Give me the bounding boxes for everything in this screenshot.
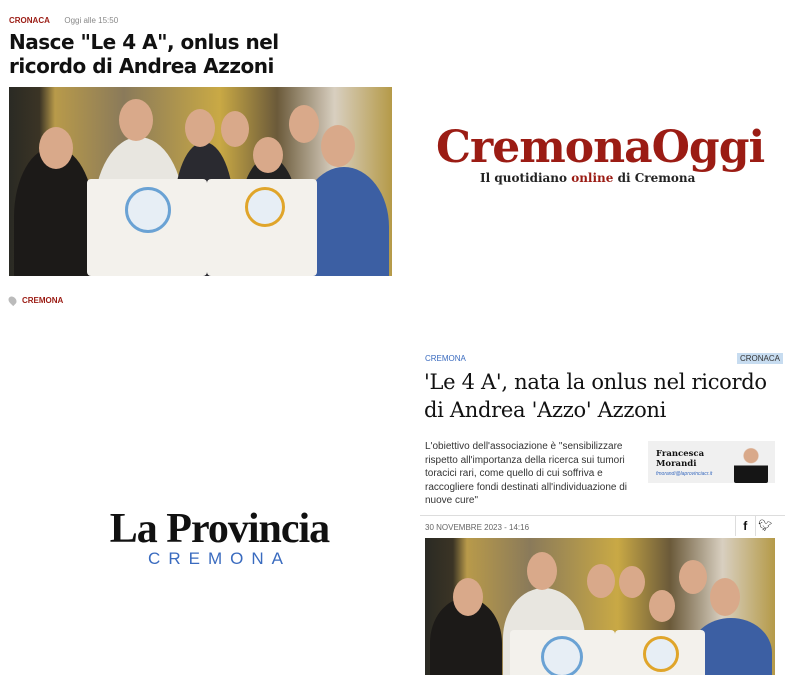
timestamp: Oggi alle 15:50 [64,16,119,25]
title-line: 'Le 4 A', nata la onlus nel ricordo [424,370,767,394]
laprovincia-logo [97,508,342,568]
divider [420,515,785,516]
tagline-text: di Cremona [613,171,696,185]
location-link[interactable]: CREMONA [22,296,64,305]
tagline-accent: online [571,171,614,185]
facebook-icon[interactable]: f [736,516,756,536]
twitter-icon[interactable]: 🐦︎ [758,520,773,532]
map-pin-icon [7,295,18,306]
article-title[interactable] [424,368,767,424]
article-title[interactable] [9,30,279,78]
cremonaoggi-logo: CremonaOggi [436,122,765,173]
author-card[interactable] [648,441,775,483]
title-line: Nasce "Le 4 A", onlus nel [9,30,279,54]
article-summary: L'obiettivo dell'associazione è "sensibilizzare rispetto all'importanza della ricerca sui tumori toracici rari, come quello di cui soffriva e raccogliere fondi destinati all'individuazione di nuove cure" [425,441,628,506]
article-meta [9,10,118,28]
author-email[interactable]: fmorandi@laprovinciacr.it [656,471,713,477]
article-photo[interactable] [425,538,775,675]
title-line: di Andrea 'Azzo' Azzoni [424,398,667,422]
author-last-name: Morandi [656,459,697,469]
category-badge[interactable]: CRONACA [737,353,783,364]
tagline-text: Il quotidiano [480,171,572,185]
article-location [9,296,63,305]
logo-sub: CREMONA [148,549,291,568]
article-photo[interactable] [9,87,392,276]
publish-date: 30 NOVEMBRE 2023 - 14:16 [425,523,530,532]
logo-name: La Provincia [109,506,330,552]
cremonaoggi-tagline [480,171,695,185]
share-buttons [735,516,775,536]
title-line: ricordo di Andrea Azzoni [9,54,274,78]
author-avatar [734,444,768,483]
location-link[interactable]: CREMONA [425,354,466,363]
category-link[interactable]: CRONACA [9,16,50,25]
author-first-name: Francesca [656,449,705,459]
